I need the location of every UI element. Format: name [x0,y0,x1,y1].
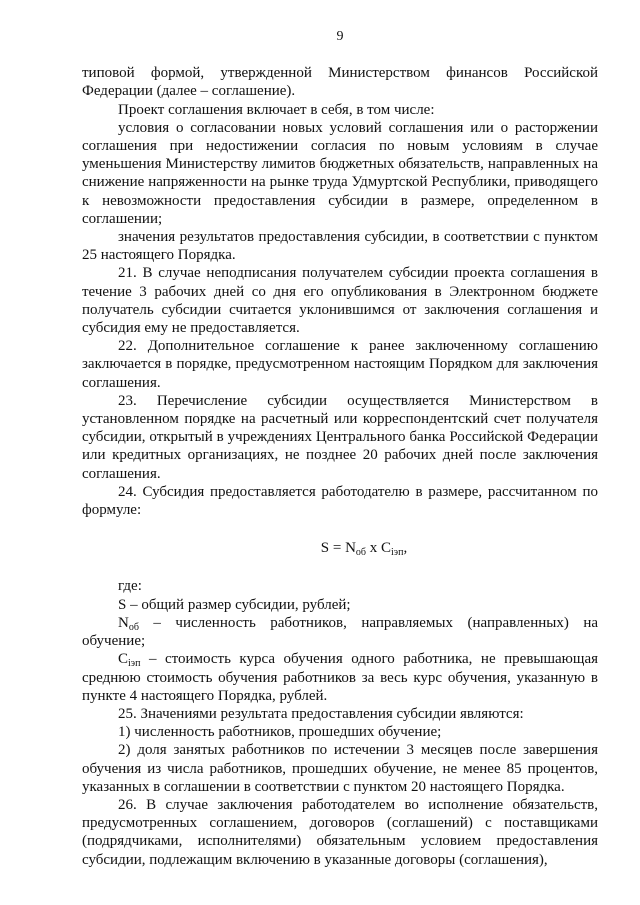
paragraph-21: 21. В случае неподписания получателем субсидии проекта соглашения в течение 3 рабочих дней со дня его опубликования в Электронном бюджете получатель субсидии считается уклонившимся от заключения соглашения и субсидия ему не предоставляется. [82,265,598,337]
list-item-2: 2) доля занятых работников по истечении 3 месяцев после завершения обучения из числа работников, прошедших обучение, не менее 85 процентов, указанных в соглашении в соответствии с пунктом 20 настоящего Порядка. [82,742,598,795]
definition-s: S – общий размер субсидии, рублей; [118,596,351,613]
document-page [82,28,598,869]
list-item-1: 1) численность работников, прошедших обучение; [118,724,442,741]
paragraph-continuation: типовой формой, утвержденной Министерством финансов Российской Федерации (далее – соглашение). [82,65,598,100]
formula-sub-iep: іэп [391,547,404,559]
definition-c-text: – стоимость курса обучения одного работника, не превышающая среднюю стоимость обучения работников за весь курс обучения, указанную в пункте 4 настоящего Порядка, рублей. [82,651,598,704]
formula-sub-ob: об [355,547,367,559]
formula-end: , [403,540,408,557]
definition-c-subscript: іэп [128,658,141,670]
definition-c-symbol: C [118,651,129,668]
definition-n-text: – численность работников, направляемых (направленных) на обучение; [82,614,598,650]
paragraph-22: 22. Дополнительное соглашение к ранее заключенному соглашению заключается в порядке, предусмотренном настоящим Порядком для заключения соглашения. [82,338,598,391]
paragraph-draft-includes: Проект соглашения включает в себя, в том числе: [118,101,435,118]
formula-mid: x C [366,540,392,557]
definition-n [82,614,598,650]
paragraph-24: 24. Субсидия предоставляется работодателю в размере, рассчитанном по формуле: [82,483,598,519]
definition-c [82,650,598,705]
definition-n-symbol: N [118,614,129,631]
paragraph-result-values: значения результатов предоставления субсидии, в соответствии с пунктом 25 настоящего Порядка. [82,229,598,264]
formula-lhs: S = N [320,540,356,557]
definition-n-subscript: об [128,621,139,633]
paragraph-conditions: условия о согласовании новых условий соглашения или о расторжении соглашения при недостижении согласия по новым условиям в случае уменьшения Министерству лимитов бюджетных обязательств, направленных на снижение напряженности на рынке труда Удмуртской Республики, приводящего к невозможности предоставления субсидии в размере, определенном в соглашении; [82,119,598,227]
paragraph-26: 26. В случае заключения работодателем во исполнение обязательств, предусмотренных соглашением, договоров (соглашений) с поставщиками (подрядчиками, исполнителями) обязательным условием предоставления субсидии, подлежащим включению в указанные договоры (соглашения), [82,796,598,868]
where-label: где: [118,578,142,595]
subsidy-formula [130,539,598,557]
paragraph-23: 23. Перечисление субсидии осуществляется Министерством в установленном порядке на расчетный или корреспондентский счет получателя субсидии, открытый в учреждениях Центрального банка Российской Федерации или кредитных организациях, не позднее 20 рабочих дней после заключения соглашения. [82,392,598,482]
page-number: 9 [336,29,344,44]
paragraph-25: 25. Значениями результата предоставления субсидии являются: [118,705,524,722]
